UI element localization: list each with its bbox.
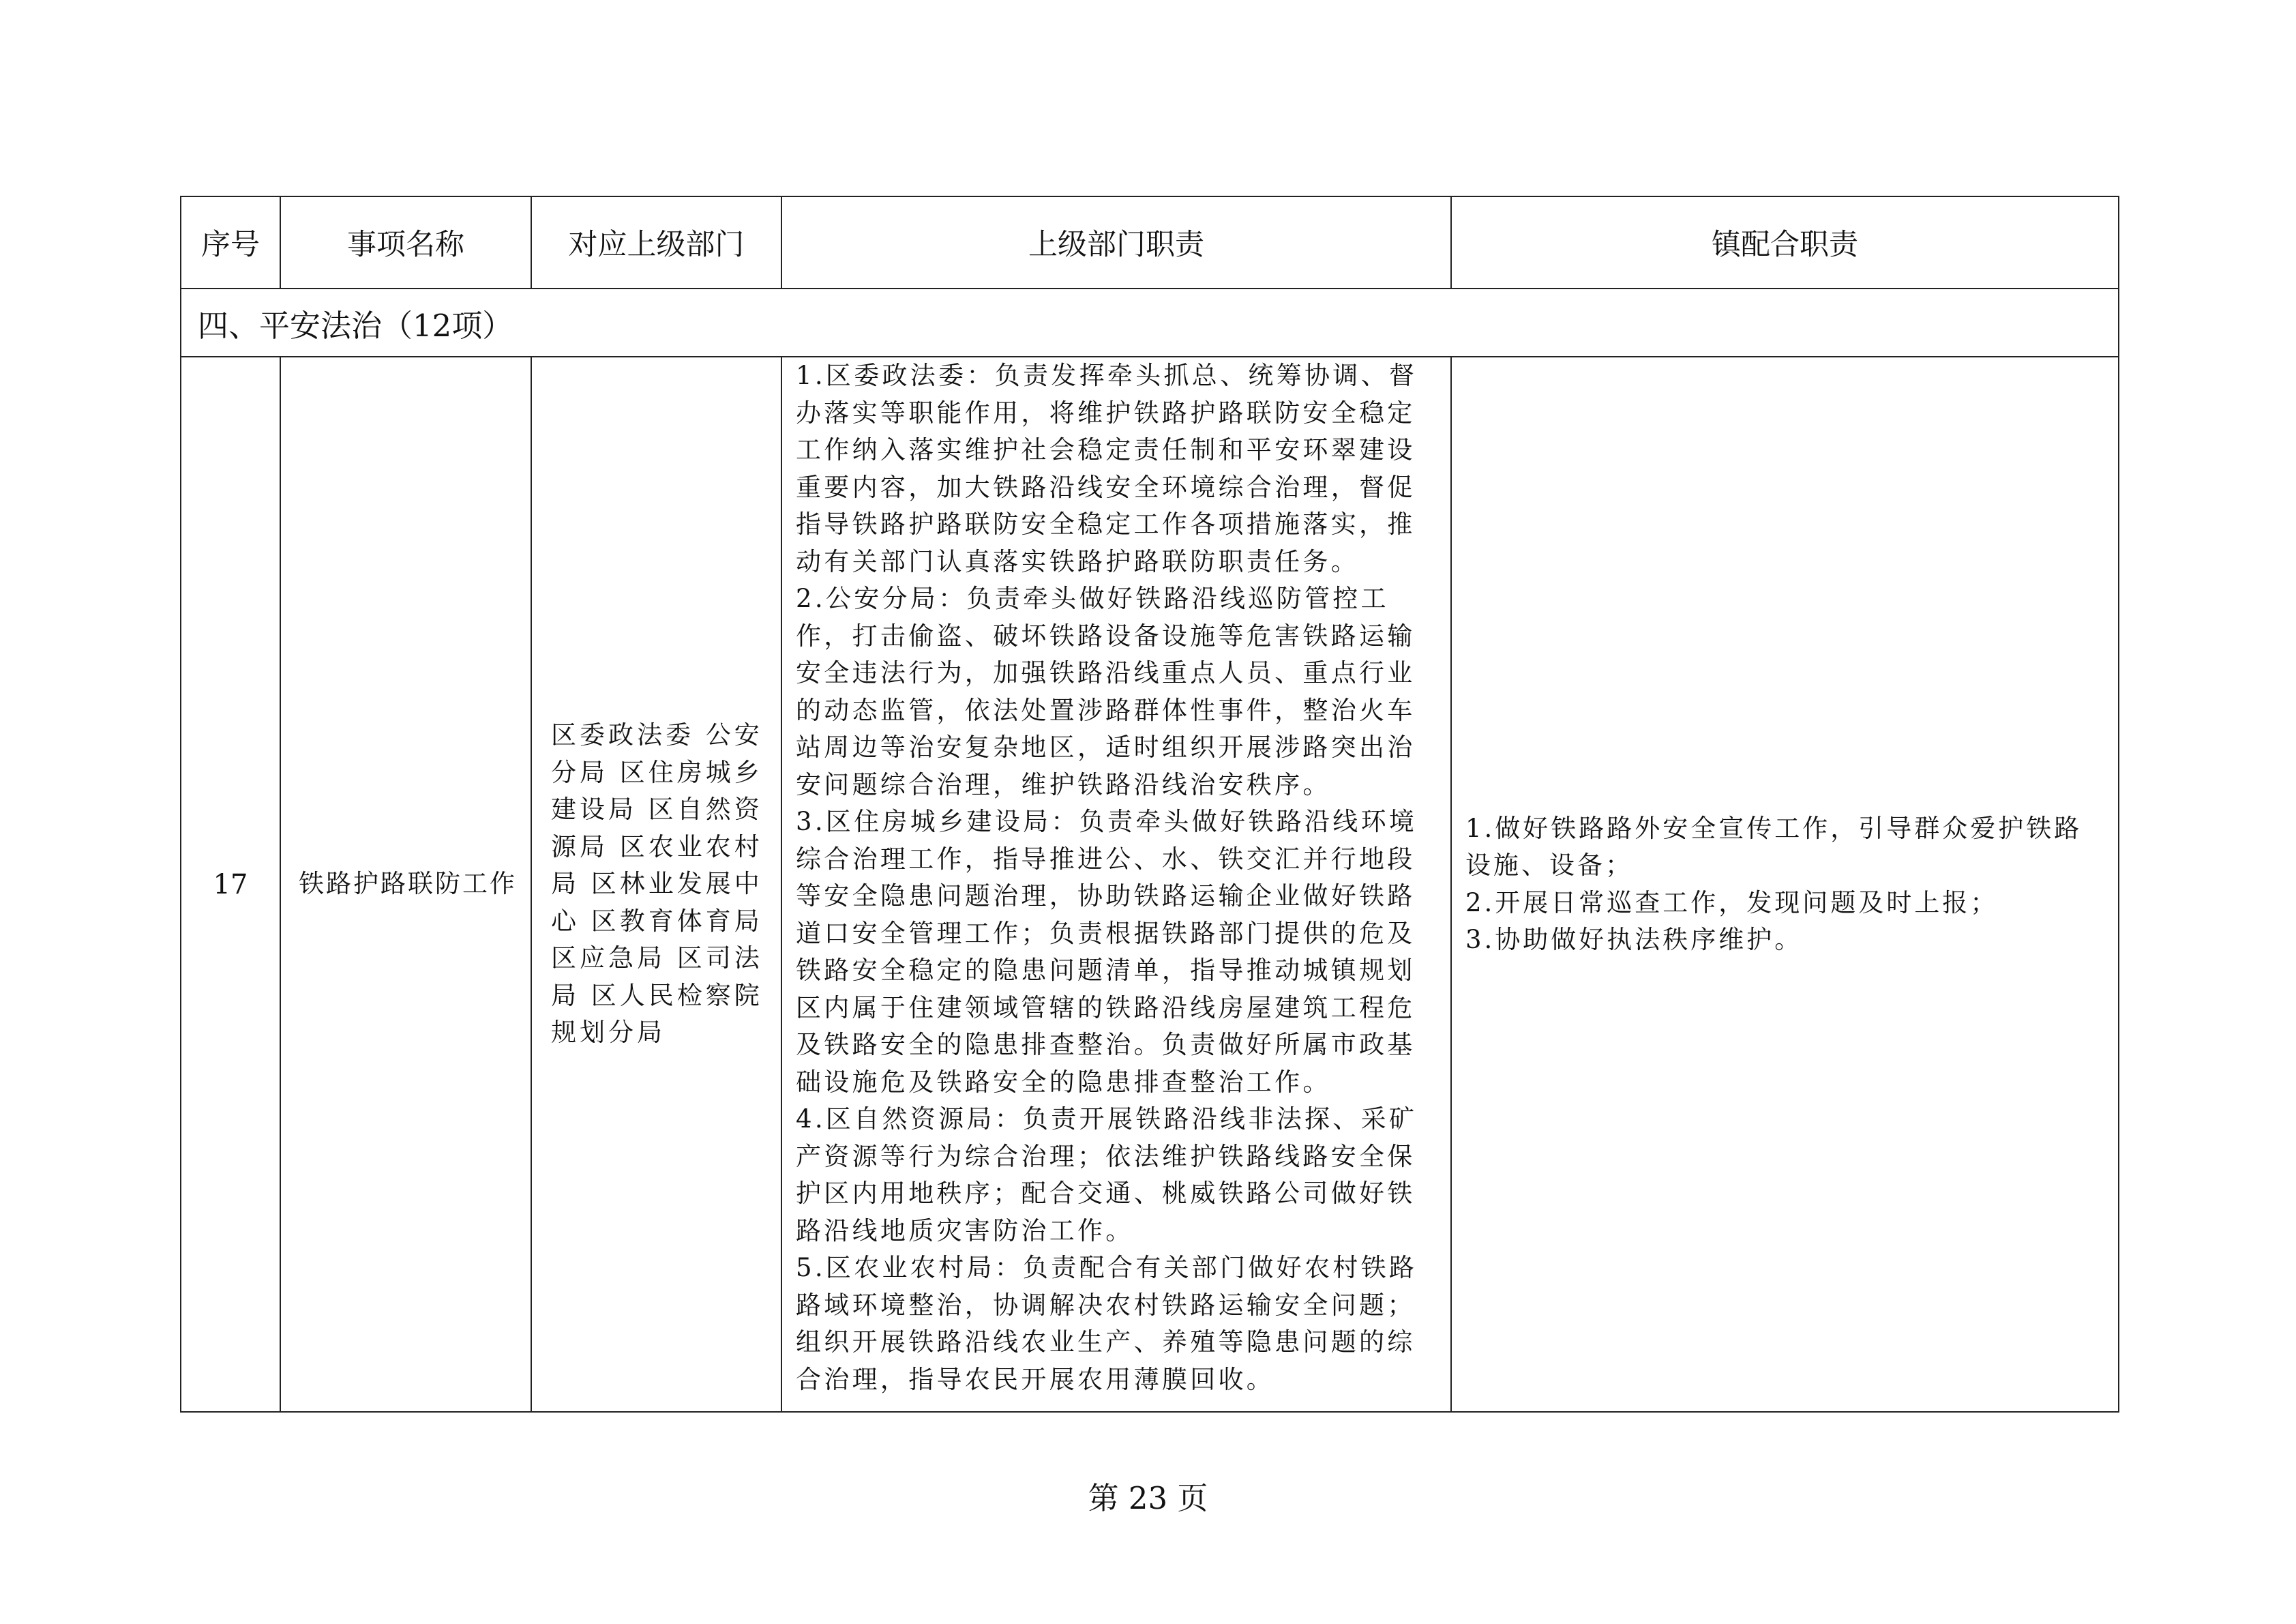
header-town-duties: 镇配合职责 bbox=[1451, 196, 2119, 289]
header-number: 序号 bbox=[181, 196, 280, 289]
page-number: 第 23 页 bbox=[1088, 1480, 1208, 1516]
duty-table bbox=[180, 196, 2119, 1413]
row-item-name: 铁路护路联防工作 bbox=[299, 869, 517, 899]
upper-duties-list bbox=[782, 357, 1450, 1398]
row-departments-cell bbox=[531, 357, 781, 1412]
header-item-name: 事项名称 bbox=[280, 196, 531, 289]
header-row bbox=[181, 196, 2119, 289]
section-title: 四、平安法治（12项） bbox=[181, 289, 2119, 357]
row-departments: 区委政法委 公安分局 区住房城乡建设局 区自然资源局 区农业农村局 区林业发展中心 区教育体育局 区应急局 区司法局 区人民检察院 规划分局 bbox=[551, 720, 763, 1048]
header-upper-department: 对应上级部门 bbox=[531, 196, 781, 289]
upper-duty-item: 2.公安分局：负责牵头做好铁路沿线巡防管控工作，打击偷盗、破坏铁路设备设施等危害铁路运输安全违法行为，加强铁路沿线重点人员、重点行业的动态监管，依法处置涉路群体性事件，整治火车站周边等治安复杂地区，适时组织开展涉路突出治安问题综合治理，维护铁路沿线治安秩序。 bbox=[796, 584, 1416, 799]
upper-duty-item: 5.区农业农村局：负责配合有关部门做好农村铁路路域环境整治，协调解决农村铁路运输安全问题；组织开展铁路沿线农业生产、养殖等隐患问题的综合治理，指导农民开展农用薄膜回收。 bbox=[796, 1253, 1418, 1394]
header-upper-duties: 上级部门职责 bbox=[781, 196, 1451, 289]
upper-duty-item: 1.区委政法委：负责发挥牵头抓总、统筹协调、督办落实等职能作用，将维护铁路护路联防安全稳定工作纳入落实维护社会稳定责任制和平安环翠建设重要内容，加大铁路沿线安全环境综合治理，督促指导铁路护路联防安全稳定工作各项措施落实，推动有关部门认真落实铁路护路联防职责任务。 bbox=[796, 361, 1418, 576]
town-duty-item: 2.开展日常巡查工作，发现问题及时上报； bbox=[1465, 887, 1999, 917]
town-duty-item: 1.做好铁路路外安全宣传工作，引导群众爱护铁路设施、设备； bbox=[1465, 813, 2083, 880]
town-duty-item: 3.协助做好执法秩序维护。 bbox=[1465, 925, 1803, 954]
row-town-duties-cell bbox=[1451, 357, 2119, 1412]
table-row bbox=[181, 357, 2119, 1412]
row-upper-duties-cell bbox=[781, 357, 1451, 1412]
row-item-name-cell bbox=[280, 357, 531, 1412]
upper-duty-item: 4.区自然资源局：负责开展铁路沿线非法探、采矿产资源等行为综合治理；依法维护铁路线路安全保护区内用地秩序；配合交通、桃威铁路公司做好铁路沿线地质灾害防治工作。 bbox=[796, 1104, 1418, 1245]
upper-duty-item: 3.区住房城乡建设局：负责牵头做好铁路沿线环境综合治理工作，指导推进公、水、铁交汇并行地段等安全隐患问题治理，协助铁路运输企业做好铁路道口安全管理工作；负责根据铁路部门提供的危及铁路安全稳定的隐患问题清单，指导推动城镇规划区内属于住建领域管辖的铁路沿线房屋建筑工程危及铁路安全的隐患排查整治。负责做好所属市政基础设施危及铁路安全的隐患排查整治工作。 bbox=[796, 807, 1418, 1097]
section-row bbox=[181, 289, 2119, 357]
row-number: 17 bbox=[181, 357, 280, 1412]
town-duties-list bbox=[1452, 810, 2118, 959]
